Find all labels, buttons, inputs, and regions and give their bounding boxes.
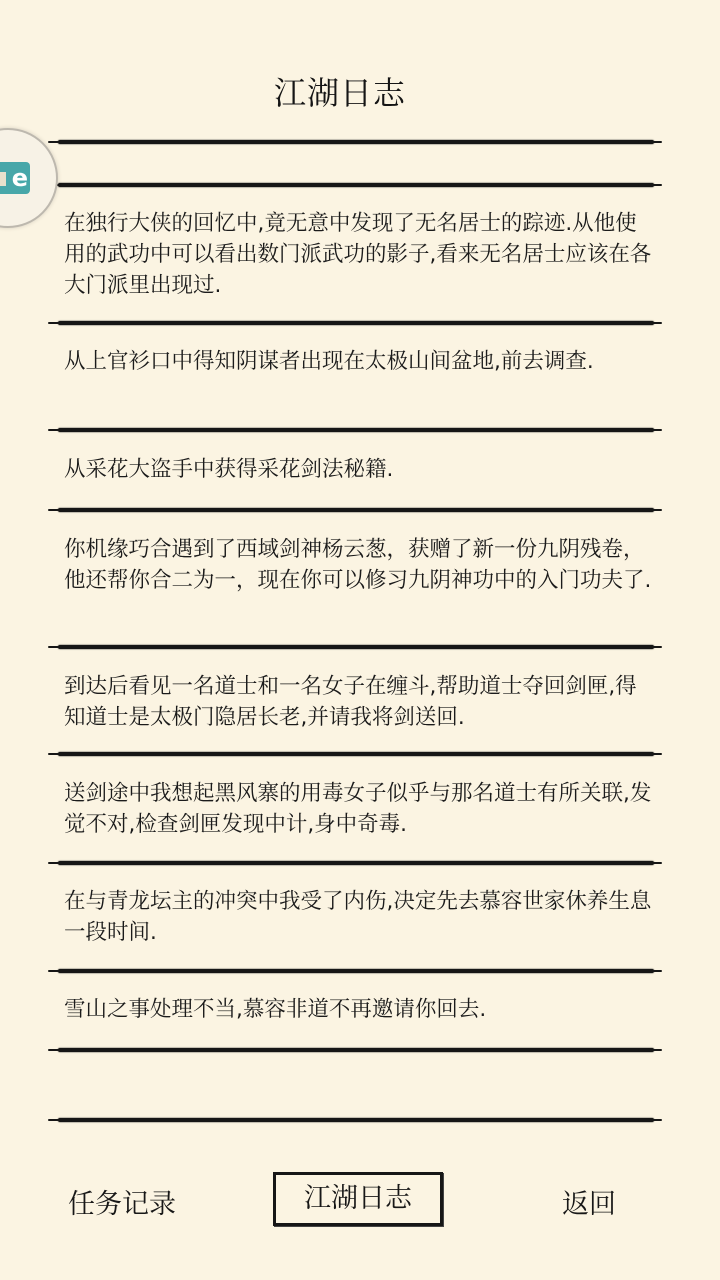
- list-item: 你机缘巧合遇到了西域剑神杨云葱，获赠了新一份九阴残卷，他还帮你合二为一，现在你可以修习九阴神功中的入门功夫了.: [64, 537, 652, 593]
- divider: [58, 1048, 654, 1052]
- divider: [58, 428, 654, 432]
- list-item: 在独行大侠的回忆中,竟无意中发现了无名居士的踪迹.从他使用的武功中可以看出数门派武功的影子,看来无名居士应该在各大门派里出现过.: [64, 211, 652, 298]
- app-badge-icon: e: [0, 162, 30, 194]
- back-button[interactable]: 返回: [562, 1189, 616, 1220]
- list-item: 在与青龙坛主的冲突中我受了内伤,决定先去慕容世家休养生息一段时间.: [64, 889, 652, 945]
- divider: [58, 321, 654, 325]
- list-item: 送剑途中我想起黑风寨的用毒女子似乎与那名道士有所关联,发觉不对,检查剑匣发现中计,身中奇毒.: [64, 781, 652, 837]
- divider: [58, 140, 654, 144]
- divider: [58, 645, 654, 649]
- list-item: 到达后看见一名道士和一名女子在缠斗,帮助道士夺回剑匣,得知道士是太极门隐居长老,并请我将剑送回.: [64, 674, 637, 730]
- bottom-nav: [0, 1160, 720, 1240]
- divider: [58, 969, 654, 973]
- divider: [58, 861, 654, 865]
- list-item: 雪山之事处理不当,慕容非道不再邀请你回去.: [64, 997, 487, 1022]
- page-title: 江湖日志: [273, 74, 406, 112]
- tab-journal[interactable]: 江湖日志: [273, 1172, 443, 1226]
- list-item: 从上官衫口中得知阴谋者出现在太极山间盆地,前去调查.: [64, 349, 594, 374]
- journal-list[interactable]: [0, 120, 720, 1140]
- divider: [58, 1118, 654, 1122]
- list-item: 从采花大盗手中获得采花剑法秘籍.: [64, 457, 394, 482]
- tab-task-log[interactable]: 任务记录: [68, 1189, 176, 1220]
- divider: [58, 183, 654, 187]
- divider: [58, 508, 654, 512]
- divider: [58, 752, 654, 756]
